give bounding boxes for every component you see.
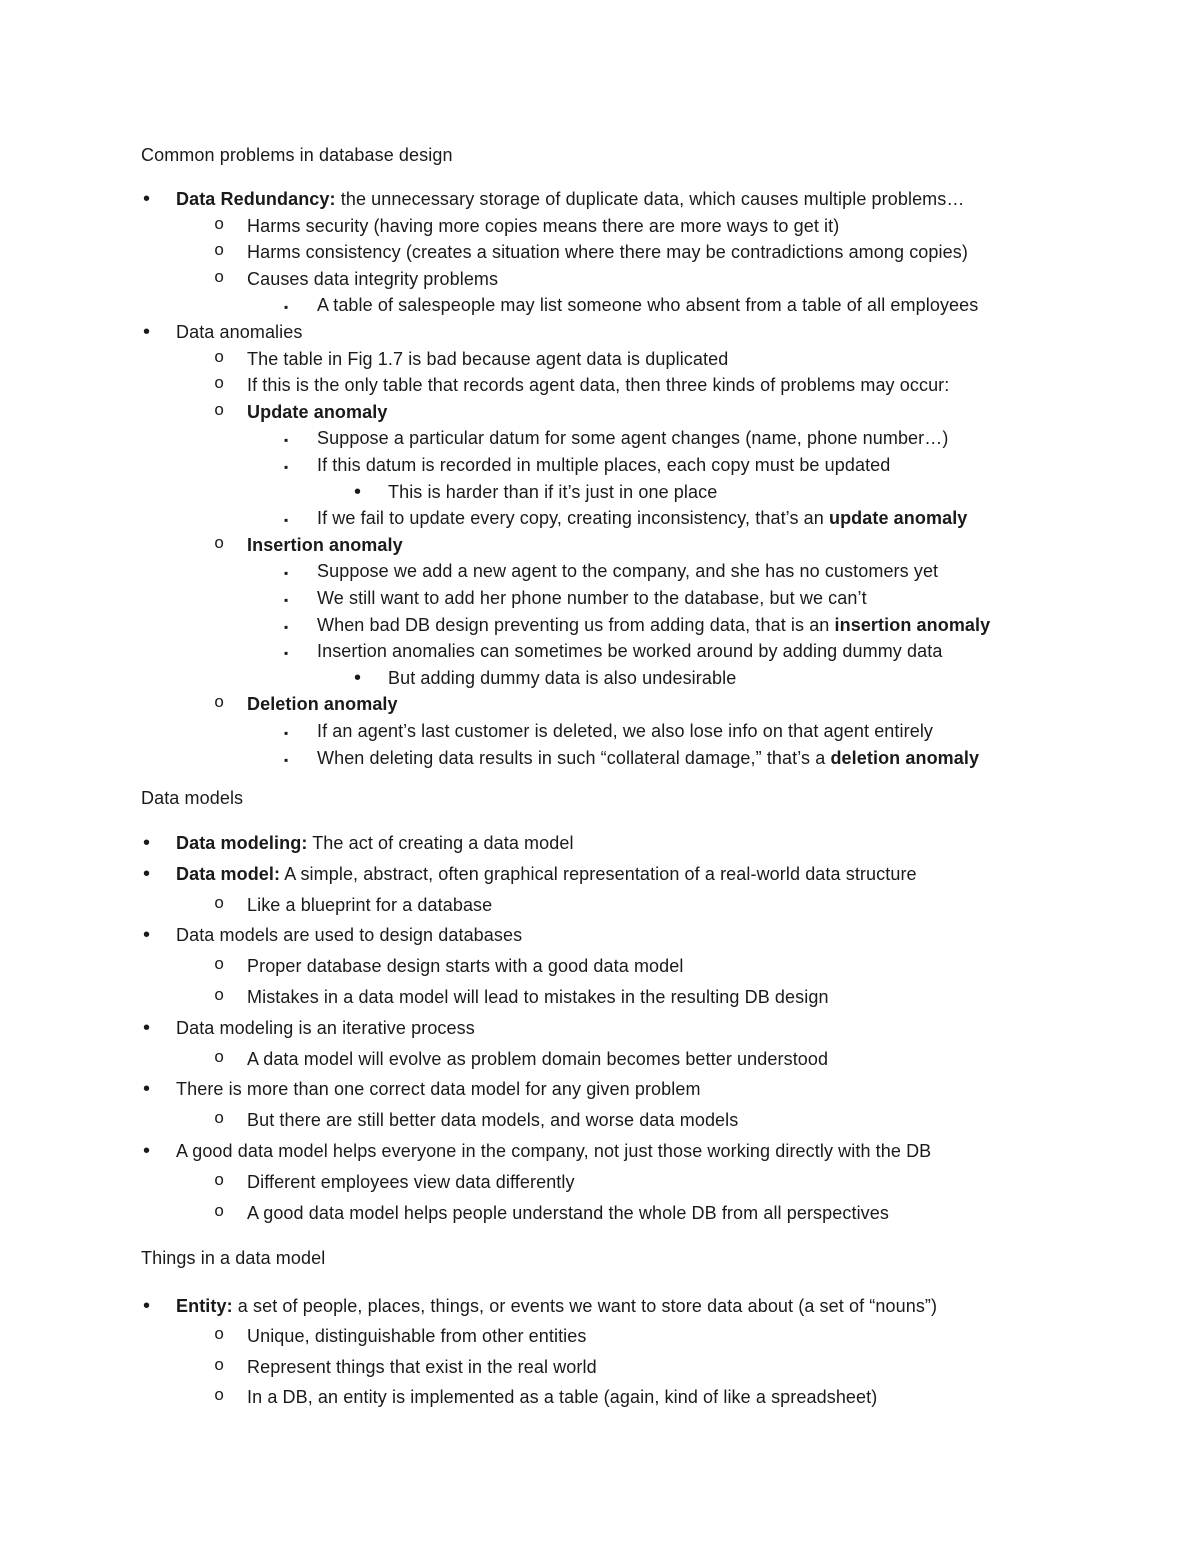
bullet-circle-icon: o (214, 1203, 225, 1222)
section-heading: Data models (141, 788, 244, 808)
list-item (247, 692, 398, 716)
item-text: But adding dummy data is also undesirable (388, 668, 737, 688)
list-item (247, 1170, 575, 1194)
term-label: Entity: (176, 1296, 233, 1316)
item-text: If this is the only table that records agent data, then three kinds of problems may occur: (247, 375, 950, 395)
list-item (247, 400, 387, 424)
term-label: Update anomaly (247, 402, 388, 422)
term-label: update anomaly (828, 508, 968, 528)
list-item (247, 533, 403, 557)
bullet-square-icon: ▪ (284, 620, 289, 634)
list-item (388, 480, 717, 504)
item-text: But there are still better data models, and worse data models (247, 1110, 739, 1130)
bullet-circle-icon: o (214, 1049, 225, 1068)
term-label: Data Redundancy: (176, 189, 336, 209)
list-item (176, 1077, 701, 1101)
list-item (247, 214, 839, 238)
bullet-disc-icon: • (143, 924, 151, 946)
list-item (317, 293, 978, 317)
bullet-circle-icon: o (214, 1172, 225, 1191)
list-item (317, 453, 890, 477)
list-item (247, 1324, 587, 1348)
bullet-disc-icon: • (143, 1017, 151, 1039)
list-item (176, 320, 302, 344)
bullet-circle-icon: o (214, 1357, 225, 1376)
list-item (247, 1047, 828, 1071)
bullet-disc-icon: • (143, 1295, 151, 1317)
list-item (317, 559, 938, 583)
list-item (247, 1108, 738, 1132)
list-item (317, 426, 948, 450)
list-item (317, 506, 967, 530)
bullet-square-icon: ▪ (284, 593, 289, 607)
list-item (247, 240, 968, 264)
bullet-circle-icon: o (214, 1387, 225, 1406)
item-text: Insertion anomalies can sometimes be worked around by adding dummy data (317, 641, 943, 661)
list-item (317, 613, 990, 637)
item-text: A simple, abstract, often graphical representation of a real-world data structure (280, 864, 917, 884)
list-item (176, 862, 917, 886)
term-label: Data modeling: (176, 833, 308, 853)
item-text: When deleting data results in such “collateral damage,” that’s a (317, 748, 831, 768)
bullet-circle-icon: o (214, 1326, 225, 1345)
bullet-circle-icon: o (214, 694, 225, 713)
bullet-circle-icon: o (214, 535, 225, 554)
item-text: Harms consistency (creates a situation where there may be contradictions among copies) (247, 242, 968, 262)
bullet-circle-icon: o (214, 349, 225, 368)
item-text: Data modeling is an iterative process (176, 1018, 475, 1038)
list-item (176, 831, 574, 855)
list-item (247, 1355, 597, 1379)
item-text: A good data model helps people understand the whole DB from all perspectives (247, 1203, 889, 1223)
term-label: Data model: (176, 864, 281, 884)
bullet-disc-icon: • (143, 1140, 151, 1162)
bullet-disc-icon: • (354, 667, 362, 689)
section-heading: Common problems in database design (141, 145, 453, 165)
item-text: Different employees view data differently (247, 1172, 575, 1192)
item-text: The table in Fig 1.7 is bad because agent data is duplicated (247, 349, 729, 369)
list-item (176, 187, 964, 211)
list-item (317, 746, 979, 770)
list-item (247, 985, 829, 1009)
item-text: Unique, distinguishable from other entities (247, 1326, 587, 1346)
item-text: If this datum is recorded in multiple places, each copy must be updated (317, 455, 891, 475)
item-text: Proper database design starts with a good data model (247, 956, 684, 976)
item-text: Data models are used to design databases (176, 925, 523, 945)
bullet-square-icon: ▪ (284, 726, 289, 740)
list-item (388, 666, 736, 690)
item-text: Data anomalies (176, 322, 303, 342)
list-item (176, 923, 522, 947)
list-item (247, 267, 498, 291)
list-item (247, 347, 728, 371)
item-text: Represent things that exist in the real world (247, 1357, 597, 1377)
item-text: Mistakes in a data model will lead to mistakes in the resulting DB design (247, 987, 829, 1007)
bullet-circle-icon: o (214, 895, 225, 914)
item-text: A table of salespeople may list someone who absent from a table of all employees (317, 295, 979, 315)
item-text: Causes data integrity problems (247, 269, 499, 289)
item-text: There is more than one correct data model for any given problem (176, 1079, 701, 1099)
bullet-square-icon: ▪ (284, 433, 289, 447)
list-item (176, 1294, 937, 1318)
list-item (247, 1201, 889, 1225)
list-item (176, 1139, 931, 1163)
list-item (317, 639, 942, 663)
bullet-circle-icon: o (214, 987, 225, 1006)
bullet-circle-icon: o (214, 269, 225, 288)
list-item (247, 954, 683, 978)
bullet-disc-icon: • (143, 188, 151, 210)
bullet-disc-icon: • (143, 1078, 151, 1100)
list-item (317, 719, 933, 743)
item-text: We still want to add her phone number to the database, but we can’t (317, 588, 867, 608)
bullet-circle-icon: o (214, 216, 225, 235)
item-text: A good data model helps everyone in the company, not just those working directly with the DB (176, 1141, 932, 1161)
item-text: Suppose a particular datum for some agent changes (name, phone number…) (317, 428, 949, 448)
bullet-square-icon: ▪ (284, 566, 289, 580)
item-text: the unnecessary storage of duplicate data, which causes multiple problems… (335, 189, 965, 209)
term-label: Deletion anomaly (247, 694, 398, 714)
item-text: If we fail to update every copy, creating inconsistency, that’s an (317, 508, 829, 528)
item-text: Suppose we add a new agent to the company, and she has no customers yet (317, 561, 939, 581)
list-item (176, 1016, 475, 1040)
bullet-square-icon: ▪ (284, 513, 289, 527)
list-item (247, 893, 492, 917)
bullet-circle-icon: o (214, 956, 225, 975)
item-text: This is harder than if it’s just in one place (388, 482, 718, 502)
list-item (317, 586, 867, 610)
term-label: deletion anomaly (830, 748, 980, 768)
bullet-disc-icon: • (143, 863, 151, 885)
item-text: Harms security (having more copies means there are more ways to get it) (247, 216, 840, 236)
bullet-square-icon: ▪ (284, 300, 289, 314)
bullet-circle-icon: o (214, 402, 225, 421)
item-text: The act of creating a data model (307, 833, 574, 853)
bullet-circle-icon: o (214, 242, 225, 261)
bullet-disc-icon: • (143, 321, 151, 343)
section-heading: Things in a data model (141, 1248, 326, 1268)
bullet-square-icon: ▪ (284, 753, 289, 767)
term-label: insertion anomaly (834, 615, 991, 635)
bullet-circle-icon: o (214, 1110, 225, 1129)
term-label: Insertion anomaly (247, 535, 403, 555)
bullet-circle-icon: o (214, 375, 225, 394)
bullet-square-icon: ▪ (284, 460, 289, 474)
list-item (247, 373, 949, 397)
item-text: A data model will evolve as problem domain becomes better understood (247, 1049, 829, 1069)
item-text: If an agent’s last customer is deleted, we also lose info on that agent entirely (317, 721, 934, 741)
bullet-disc-icon: • (354, 481, 362, 503)
bullet-square-icon: ▪ (284, 646, 289, 660)
item-text: When bad DB design preventing us from adding data, that is an (317, 615, 835, 635)
item-text: Like a blueprint for a database (247, 895, 493, 915)
item-text: a set of people, places, things, or events we want to store data about (a set of “nouns”) (232, 1296, 938, 1316)
list-item (247, 1385, 877, 1409)
bullet-disc-icon: • (143, 832, 151, 854)
item-text: In a DB, an entity is implemented as a table (again, kind of like a spreadsheet) (247, 1387, 878, 1407)
